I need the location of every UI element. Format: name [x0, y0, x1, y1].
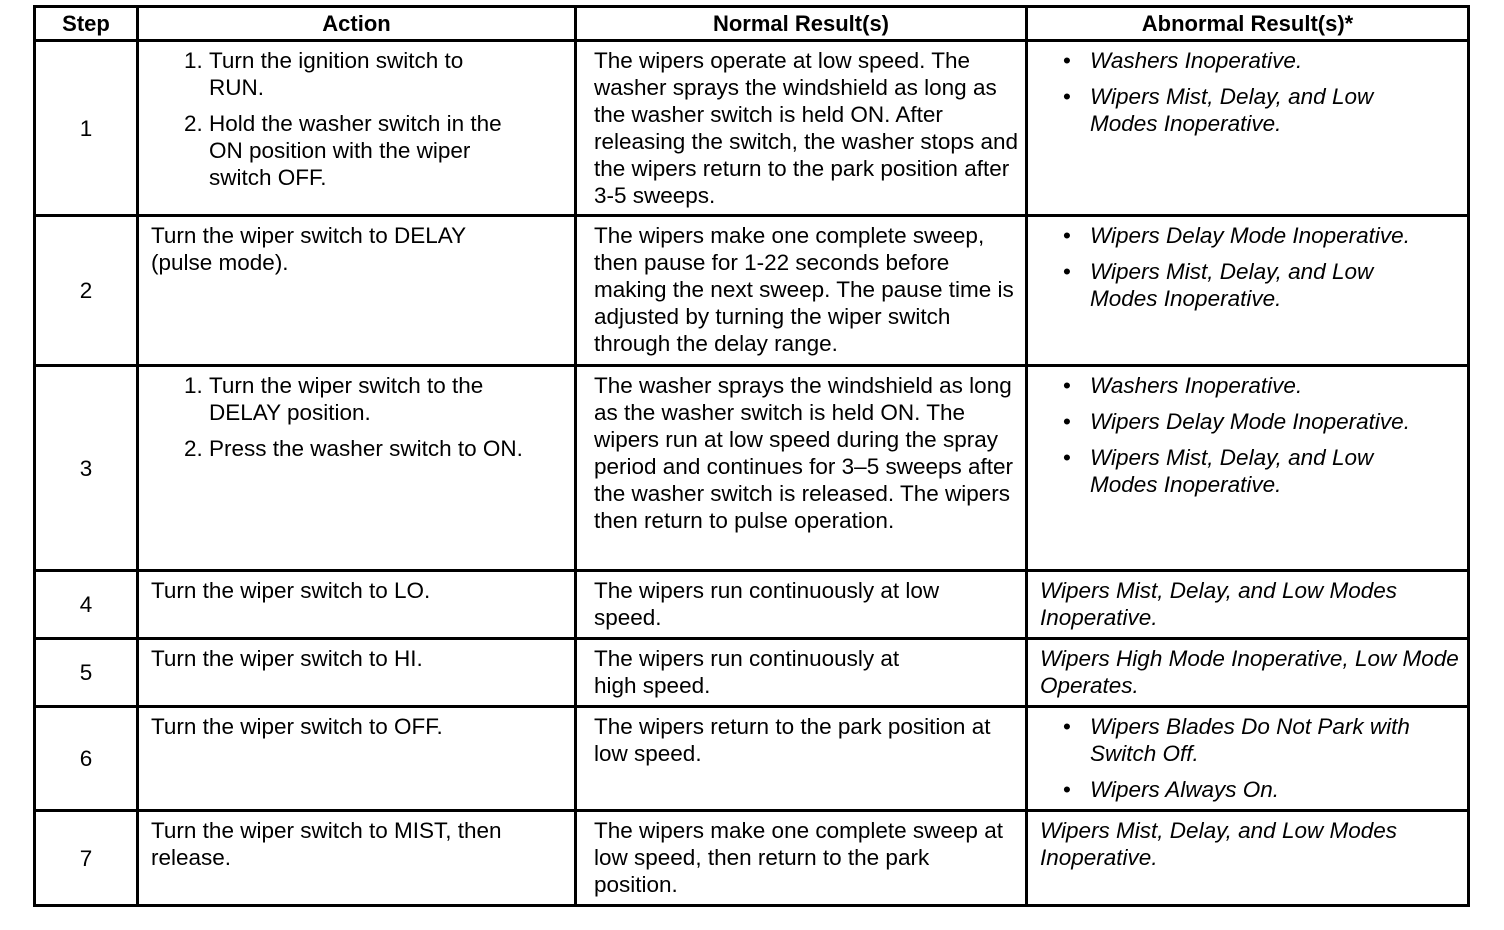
- step-number: 4: [35, 571, 138, 639]
- abnormal-result-cell: [1027, 216, 1469, 366]
- step-number: 5: [35, 639, 138, 707]
- abnormal-result-cell: [1027, 41, 1469, 216]
- header-action: Action: [138, 7, 576, 41]
- abnormal-item: • Wipers Always On.: [1090, 776, 1461, 803]
- action-item: 2. Hold the washer switch in the ON position with the wiper switch OFF.: [209, 110, 568, 191]
- action-item: 1. Turn the wiper switch to the DELAY position.: [209, 372, 568, 426]
- normal-result: The washer sprays the windshield as long as the washer switch is held ON. The wipers run at low speed during the spray period and continues for 3–5 sweeps after the washer switch is released. The wipers then return to pulse operation.: [576, 366, 1027, 571]
- table-row: [35, 571, 1469, 639]
- normal-result: The wipers make one complete sweep, then pause for 1-22 seconds before making the next sweep. The pause time is adjusted by turning the wiper switch through the delay range.: [576, 216, 1027, 366]
- normal-result: The wipers make one complete sweep at low speed, then return to the park position.: [576, 811, 1027, 906]
- abnormal-item: • Wipers Blades Do Not Park with Switch Off.: [1090, 713, 1461, 767]
- action-text: Turn the wiper switch to HI.: [138, 639, 576, 707]
- action-text: Turn the wiper switch to LO.: [138, 571, 576, 639]
- abnormal-list: [1040, 47, 1461, 137]
- normal-result: The wipers run continuously at high speed.: [576, 639, 1027, 707]
- step-number: 7: [35, 811, 138, 906]
- action-text: Turn the wiper switch to MIST, then release.: [138, 811, 576, 906]
- step-number: 6: [35, 707, 138, 811]
- action-list: [151, 47, 568, 191]
- action-item: 2. Press the washer switch to ON.: [209, 435, 568, 462]
- action-cell: [138, 41, 576, 216]
- table-row: [35, 366, 1469, 571]
- header-abnormal-results: Abnormal Result(s)*: [1027, 7, 1469, 41]
- table-row: [35, 639, 1469, 707]
- action-list: [151, 372, 568, 462]
- action-text: Turn the wiper switch to OFF.: [138, 707, 576, 811]
- normal-result: The wipers return to the park position at low speed.: [576, 707, 1027, 811]
- step-number: 3: [35, 366, 138, 571]
- abnormal-result: Wipers Mist, Delay, and Low Modes Inoperative.: [1027, 571, 1469, 639]
- abnormal-list: [1040, 222, 1461, 312]
- abnormal-list: [1040, 372, 1461, 498]
- step-number: 2: [35, 216, 138, 366]
- table-row: [35, 707, 1469, 811]
- abnormal-list: [1040, 713, 1461, 803]
- action-item: 1. Turn the ignition switch to RUN.: [209, 47, 568, 101]
- abnormal-item: • Wipers Mist, Delay, and Low Modes Inoperative.: [1090, 444, 1461, 498]
- abnormal-result: Wipers High Mode Inoperative, Low Mode Operates.: [1027, 639, 1469, 707]
- abnormal-item: • Washers Inoperative.: [1090, 47, 1461, 74]
- table-row: [35, 216, 1469, 366]
- abnormal-item: • Wipers Mist, Delay, and Low Modes Inoperative.: [1090, 83, 1461, 137]
- wiper-diagnostic-table: [33, 5, 1470, 907]
- action-cell: [138, 366, 576, 571]
- abnormal-item: • Washers Inoperative.: [1090, 372, 1461, 399]
- normal-result: The wipers run continuously at low speed.: [576, 571, 1027, 639]
- abnormal-item: • Wipers Delay Mode Inoperative.: [1090, 222, 1461, 249]
- abnormal-result-cell: [1027, 366, 1469, 571]
- step-number: 1: [35, 41, 138, 216]
- abnormal-result-cell: [1027, 707, 1469, 811]
- abnormal-result: Wipers Mist, Delay, and Low Modes Inoperative.: [1027, 811, 1469, 906]
- header-step: Step: [35, 7, 138, 41]
- abnormal-item: • Wipers Delay Mode Inoperative.: [1090, 408, 1461, 435]
- table-header-row: [35, 7, 1469, 41]
- header-normal-results: Normal Result(s): [576, 7, 1027, 41]
- action-text: Turn the wiper switch to DELAY (pulse mode).: [138, 216, 576, 366]
- abnormal-item: • Wipers Mist, Delay, and Low Modes Inoperative.: [1090, 258, 1461, 312]
- normal-result: The wipers operate at low speed. The washer sprays the windshield as long as the washer switch is held ON. After releasing the switch, the washer stops and the wipers return to the park position after 3-5 sweeps.: [576, 41, 1027, 216]
- table-row: [35, 41, 1469, 216]
- table-row: [35, 811, 1469, 906]
